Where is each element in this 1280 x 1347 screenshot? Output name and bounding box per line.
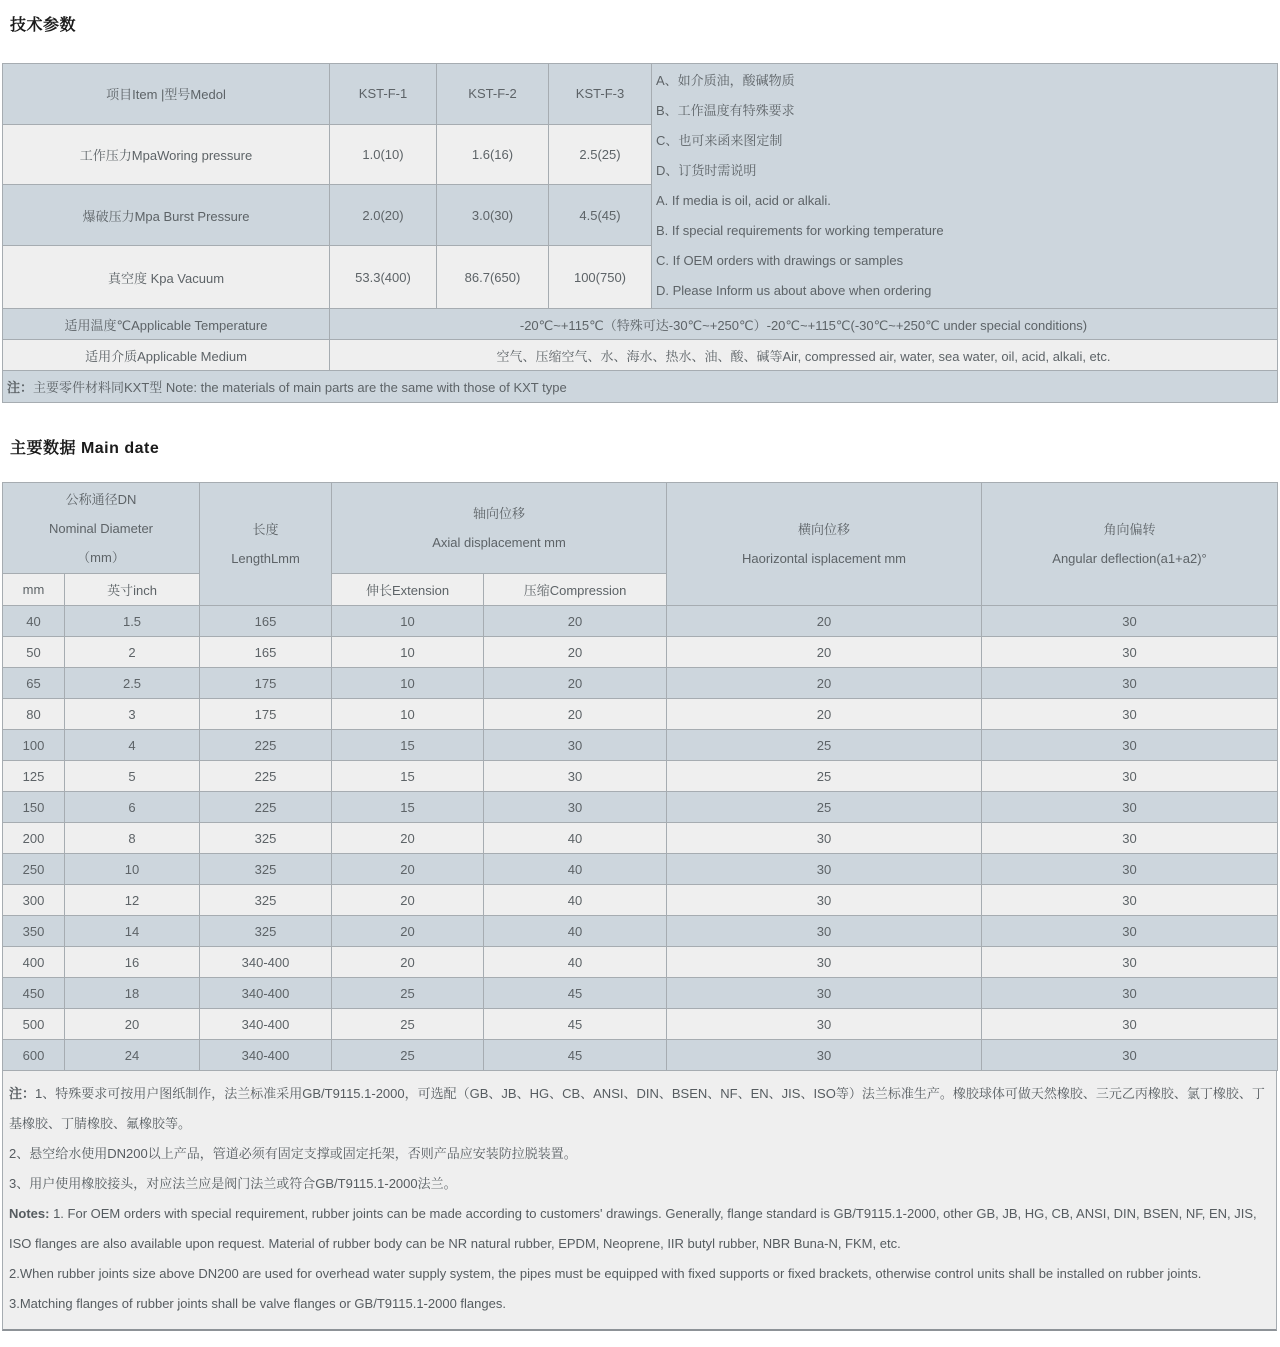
table-cell: 30 [667, 947, 982, 978]
table-cell: 30 [982, 1009, 1278, 1040]
table-cell: 30 [982, 792, 1278, 823]
table-cell: 20 [484, 699, 667, 730]
table-cell: 16 [65, 947, 200, 978]
table-cell: 20 [484, 668, 667, 699]
side-note-line: D、订货时需说明 [656, 163, 757, 178]
table-cell: 40 [484, 823, 667, 854]
row-label-applicable-medium: 适用介质Applicable Medium [3, 340, 330, 371]
table-cell: 30 [667, 854, 982, 885]
table-cell: 10 [332, 699, 484, 730]
table-cell: 165 [200, 637, 332, 668]
table-cell: 30 [982, 606, 1278, 637]
table-cell: 40 [484, 854, 667, 885]
header-line: Axial displacement mm [432, 535, 566, 550]
tech-parameters-table [2, 63, 1278, 403]
table-cell: 20 [332, 854, 484, 885]
table-cell: 1.5 [65, 606, 200, 637]
table-cell: 20 [667, 637, 982, 668]
table-cell: 25 [667, 730, 982, 761]
table-cell: 4 [65, 730, 200, 761]
table-row [3, 1040, 1278, 1071]
table-cell: 2.0(20) [330, 185, 437, 246]
table-cell: 200 [3, 823, 65, 854]
header-line: 公称通径DN [65, 491, 137, 507]
table-cell: 20 [484, 606, 667, 637]
table-cell: 30 [982, 637, 1278, 668]
table-cell: 100 [3, 730, 65, 761]
footnote-prefix: 注： [7, 380, 34, 395]
subheader-compression: 压缩Compression [484, 574, 667, 606]
table-cell: 100(750) [549, 246, 652, 309]
table-row [3, 699, 1278, 730]
table-cell: 40 [484, 916, 667, 947]
table-cell: 225 [200, 792, 332, 823]
note-line-cn-2 [9, 1139, 1270, 1169]
tech-table-footnote [3, 371, 1278, 403]
header-line: 长度 [252, 522, 279, 537]
table-cell: 340-400 [200, 947, 332, 978]
note-text: 2.When rubber joints size above DN200 are used for overhead water supply system, the pipes must be equipped with fixed supports or fixed brackets, otherwise control units shall be installed on rubber joints. [9, 1266, 1202, 1281]
table-cell: 175 [200, 668, 332, 699]
table-cell: 25 [667, 761, 982, 792]
tech-header-model-3: KST-F-3 [549, 64, 652, 125]
table-cell: 500 [3, 1009, 65, 1040]
table-cell: 30 [982, 916, 1278, 947]
table-cell: 30 [982, 761, 1278, 792]
table-cell: 10 [65, 854, 200, 885]
table-row [3, 792, 1278, 823]
table-cell: 600 [3, 1040, 65, 1071]
header-line: Angular deflection(a1+a2)° [1052, 551, 1207, 566]
table-cell: 40 [484, 947, 667, 978]
table-cell: 53.3(400) [330, 246, 437, 309]
table-cell: 250 [3, 854, 65, 885]
side-note-line: C、也可来函来图定制 [656, 133, 783, 148]
tech-side-notes [652, 64, 1278, 309]
subheader-extension: 伸长Extension [332, 574, 484, 606]
note-prefix: 注： [9, 1086, 36, 1101]
table-row [3, 606, 1278, 637]
row-label-burst-pressure: 爆破压力Mpa Burst Pressure [3, 185, 330, 246]
table-cell: 45 [484, 1009, 667, 1040]
table-cell: 50 [3, 637, 65, 668]
table-cell: 20 [667, 606, 982, 637]
table-cell: 165 [200, 606, 332, 637]
table-cell: 325 [200, 854, 332, 885]
header-line: Haorizontal isplacement mm [742, 551, 907, 566]
table-row [3, 823, 1278, 854]
header-length [200, 483, 332, 606]
table-row [3, 885, 1278, 916]
table-cell: 45 [484, 1040, 667, 1071]
table-cell: 10 [332, 637, 484, 668]
header-horizontal-displacement [667, 483, 982, 606]
table-cell: 15 [332, 792, 484, 823]
table-cell: 18 [65, 978, 200, 1009]
table-cell: 25 [332, 978, 484, 1009]
note-line-en-2 [9, 1259, 1270, 1289]
subheader-mm: mm [3, 574, 65, 606]
table-cell: 30 [667, 885, 982, 916]
table-cell: 30 [667, 916, 982, 947]
note-text: 1. For OEM orders with special requirement, rubber joints can be made according to customers' drawings. Generally, flange standard is GB/T9115.1-2000, other GB, JB, HG, CB, ANSI, DIN, BSEN, NF, EN, JIS, ISO flanges are also available upon request. Material of rubber body can be NR natural rubber, EPDM, Neoprene, IIR butyl rubber, NBR Buna-N, FKM, etc. [9, 1206, 1257, 1251]
header-line: 轴向位移 [473, 506, 526, 521]
main-table-body [3, 606, 1278, 1071]
side-note-line: A、如介质油，酸碱物质 [656, 73, 795, 88]
table-cell: 325 [200, 916, 332, 947]
footnote-text: 主要零件材料同KXT型 Note: the materials of main parts are the same with those of KXT type [33, 380, 567, 395]
table-cell: 25 [332, 1009, 484, 1040]
table-cell: 2.5(25) [549, 124, 652, 185]
table-cell: 86.7(650) [437, 246, 549, 309]
subheader-inch: 英寸inch [65, 574, 200, 606]
applicable-temperature-value: -20℃~+115℃（特殊可达-30℃~+250℃）-20℃~+115℃(-30℃~+250℃ under special conditions) [330, 309, 1278, 340]
table-cell: 20 [667, 668, 982, 699]
table-cell: 2.5 [65, 668, 200, 699]
table-cell: 8 [65, 823, 200, 854]
table-cell: 5 [65, 761, 200, 792]
table-cell: 2 [65, 637, 200, 668]
table-cell: 3 [65, 699, 200, 730]
table-cell: 40 [484, 885, 667, 916]
tech-header-item: 项目Item |型号Medol [3, 64, 330, 125]
table-cell: 30 [667, 978, 982, 1009]
header-axial-displacement [332, 483, 667, 574]
table-cell: 25 [332, 1040, 484, 1071]
table-cell: 225 [200, 730, 332, 761]
table-cell: 45 [484, 978, 667, 1009]
table-cell: 30 [982, 854, 1278, 885]
table-cell: 175 [200, 699, 332, 730]
header-line: 横向位移 [798, 522, 851, 537]
row-label-vacuum: 真空度 Kpa Vacuum [3, 246, 330, 309]
table-cell: 15 [332, 761, 484, 792]
note-text: 2、悬空给水使用DN200以上产品，管道必须有固定支撑或固定托架，否则产品应安装防拉脱装置。 [9, 1146, 577, 1161]
header-line: （mm） [77, 549, 125, 565]
table-cell: 24 [65, 1040, 200, 1071]
note-text: 3.Matching flanges of rubber joints shall be valve flanges or GB/T9115.1-2000 flanges. [9, 1296, 506, 1311]
bottom-notes [2, 1071, 1277, 1331]
header-line: Nominal Diameter [48, 520, 154, 536]
table-cell: 125 [3, 761, 65, 792]
table-cell: 10 [332, 668, 484, 699]
table-row [3, 761, 1278, 792]
tech-section-title: 技术参数 [10, 17, 77, 34]
header-line: LengthLmm [231, 551, 300, 566]
note-line-cn-1 [9, 1079, 1270, 1139]
table-cell: 20 [332, 916, 484, 947]
note-line-en-1 [9, 1199, 1270, 1259]
table-cell: 30 [982, 978, 1278, 1009]
table-cell: 30 [667, 1009, 982, 1040]
row-label-applicable-temperature: 适用温度℃Applicable Temperature [3, 309, 330, 340]
table-row [3, 854, 1278, 885]
table-cell: 65 [3, 668, 65, 699]
tech-header-model-1: KST-F-1 [330, 64, 437, 125]
applicable-medium-value: 空气、压缩空气、水、海水、热水、油、酸、碱等Air, compressed air, water, sea water, oil, acid, alkali, etc. [330, 340, 1278, 371]
table-row [3, 668, 1278, 699]
table-cell: 15 [332, 730, 484, 761]
table-cell: 20 [484, 637, 667, 668]
note-line-en-3 [9, 1289, 1270, 1319]
table-cell: 30 [982, 885, 1278, 916]
row-label-working-pressure: 工作压力MpaWoring pressure [3, 124, 330, 185]
table-cell: 20 [667, 699, 982, 730]
table-cell: 40 [3, 606, 65, 637]
table-cell: 225 [200, 761, 332, 792]
table-cell: 325 [200, 885, 332, 916]
note-text: 3、用户使用橡胶接头，对应法兰应是阀门法兰或符合GB/T9115.1-2000法兰。 [9, 1176, 457, 1191]
table-row [3, 1009, 1278, 1040]
table-cell: 400 [3, 947, 65, 978]
table-row [3, 916, 1278, 947]
table-row [3, 730, 1278, 761]
table-cell: 30 [667, 823, 982, 854]
side-note-line: D. Please Inform us about above when ordering [656, 283, 932, 298]
table-cell: 30 [667, 1040, 982, 1071]
table-row [3, 947, 1278, 978]
table-cell: 3.0(30) [437, 185, 549, 246]
header-line: 角向偏转 [1103, 522, 1156, 537]
table-cell: 30 [484, 792, 667, 823]
table-cell: 30 [982, 668, 1278, 699]
table-cell: 350 [3, 916, 65, 947]
table-cell: 10 [332, 606, 484, 637]
table-cell: 25 [667, 792, 982, 823]
table-cell: 30 [982, 947, 1278, 978]
side-note-line: A. If media is oil, acid or alkali. [656, 193, 831, 208]
table-cell: 30 [484, 761, 667, 792]
main-section-title: 主要数据 Main date [10, 440, 160, 457]
header-angular-deflection [982, 483, 1278, 606]
table-cell: 30 [982, 823, 1278, 854]
table-cell: 20 [65, 1009, 200, 1040]
table-cell: 340-400 [200, 1009, 332, 1040]
table-cell: 30 [982, 730, 1278, 761]
table-cell: 30 [982, 699, 1278, 730]
table-cell: 340-400 [200, 978, 332, 1009]
table-cell: 20 [332, 885, 484, 916]
table-cell: 12 [65, 885, 200, 916]
table-cell: 6 [65, 792, 200, 823]
main-data-table [2, 482, 1278, 1071]
table-cell: 325 [200, 823, 332, 854]
note-text: 1、特殊要求可按用户图纸制作，法兰标准采用GB/T9115.1-2000，可选配（GB、JB、HG、CB、ANSI、DIN、BSEN、NF、EN、JIS、ISO等）法兰标准生产。橡胶球体可做天然橡胶、三元乙丙橡胶、氯丁橡胶、丁基橡胶、丁腈橡胶、氟橡胶等。 [9, 1086, 1265, 1131]
table-row [3, 637, 1278, 668]
table-cell: 30 [982, 1040, 1278, 1071]
side-note-line: B、工作温度有特殊要求 [656, 103, 795, 118]
table-cell: 4.5(45) [549, 185, 652, 246]
table-row [3, 978, 1278, 1009]
tech-header-model-2: KST-F-2 [437, 64, 549, 125]
side-note-line: C. If OEM orders with drawings or samples [656, 253, 904, 268]
table-cell: 450 [3, 978, 65, 1009]
table-cell: 14 [65, 916, 200, 947]
table-cell: 150 [3, 792, 65, 823]
table-cell: 300 [3, 885, 65, 916]
side-note-line: B. If special requirements for working temperature [656, 223, 944, 238]
table-cell: 340-400 [200, 1040, 332, 1071]
note-line-cn-3 [9, 1169, 1270, 1199]
table-cell: 20 [332, 823, 484, 854]
table-cell: 20 [332, 947, 484, 978]
table-cell: 30 [484, 730, 667, 761]
table-cell: 1.6(16) [437, 124, 549, 185]
table-cell: 1.0(10) [330, 124, 437, 185]
note-prefix: Notes: [9, 1206, 50, 1221]
header-nominal-diameter [3, 483, 200, 574]
table-cell: 80 [3, 699, 65, 730]
